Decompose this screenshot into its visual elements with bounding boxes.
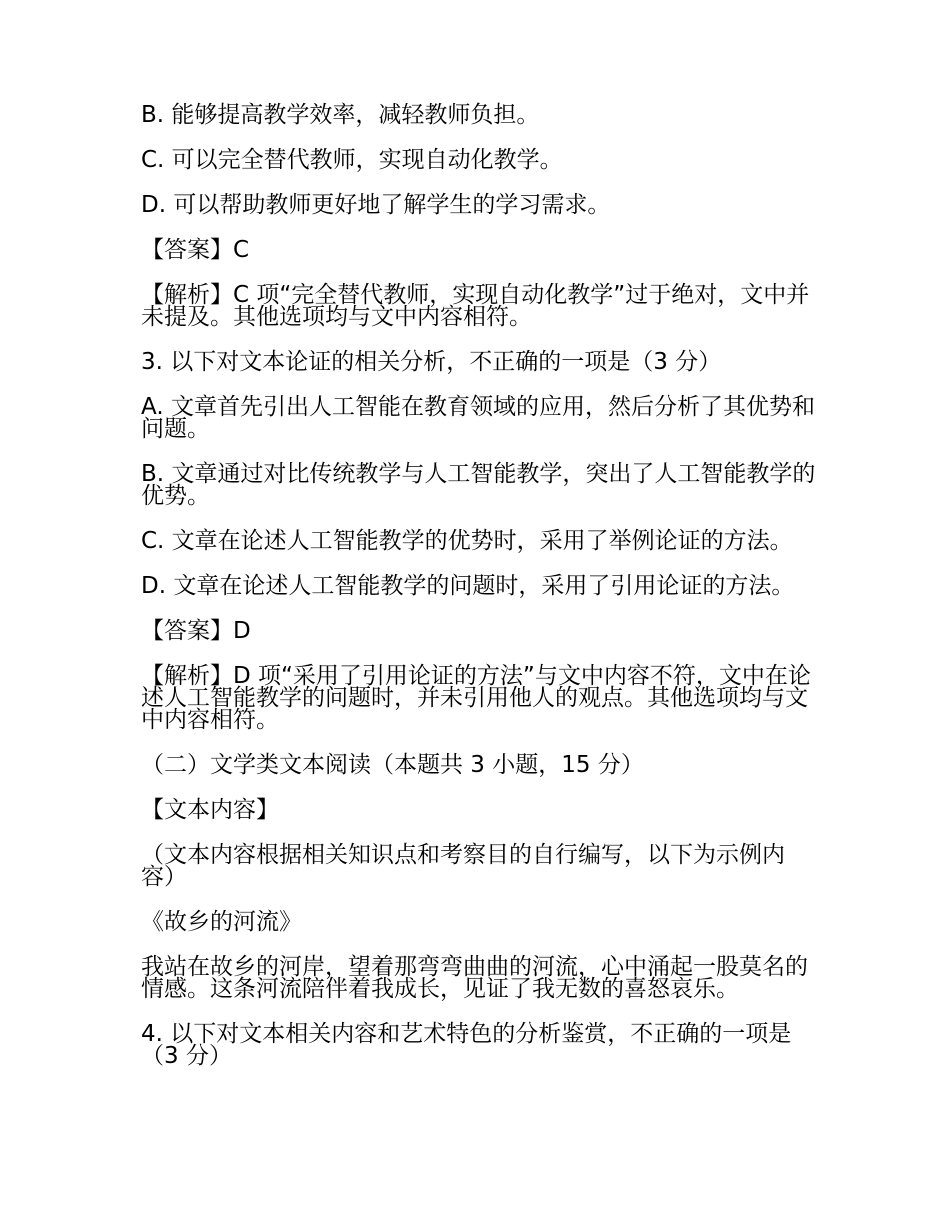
answer-2: 【答案】C xyxy=(141,237,250,263)
question-3: 3. 以下对文本论证的相关分析，不正确的一项是（3 分） xyxy=(141,349,722,375)
option-d: D. 可以帮助教师更好地了解学生的学习需求。 xyxy=(141,192,611,218)
explanation-3: 【解析】D 项“采用了引用论证的方法”与文中内容不符，文中在论述人工智能教学的问题时，并未引用他人的观点。其他选项均与文中内容相符。 xyxy=(141,663,811,733)
question-3-option-a: A. 文章首先引出人工智能在教育领域的应用，然后分析了其优势和问题。 xyxy=(141,394,815,442)
answer-3: 【答案】D xyxy=(141,618,251,644)
story-body: 我站在故乡的河岸，望着那弯弯曲曲的河流，心中涌起一股莫名的情感。这条河流陪伴着我成长，见证了我无数的喜怒哀乐。 xyxy=(141,954,808,1002)
section-heading: （二）文学类文本阅读（本题共 3 小题，15 分） xyxy=(141,752,644,778)
story-title: 《故乡的河流》 xyxy=(141,909,302,935)
document-page xyxy=(141,104,816,1090)
option-b: B. 能够提高教学效率，减轻教师负担。 xyxy=(141,102,540,128)
question-4: 4. 以下对文本相关内容和艺术特色的分析鉴赏，不正确的一项是（3 分） xyxy=(141,1021,792,1069)
question-3-option-d: D. 文章在论述人工智能教学的问题时，采用了引用论证的方法。 xyxy=(141,573,795,599)
text-content-note: （文本内容根据相关知识点和考察目的自行编写，以下为示例内容） xyxy=(141,842,785,890)
option-c: C. 可以完全替代教师，实现自动化教学。 xyxy=(141,147,563,173)
explanation-2: 【解析】C 项“完全替代教师，实现自动化教学”过于绝对，文中并未提及。其他选项均与文中内容相符。 xyxy=(141,282,810,330)
text-content-label: 【文本内容】 xyxy=(141,797,279,823)
question-3-option-c: C. 文章在论述人工智能教学的优势时，采用了举例论证的方法。 xyxy=(141,528,793,554)
question-3-option-b: B. 文章通过对比传统教学与人工智能教学，突出了人工智能教学的优势。 xyxy=(141,461,816,509)
